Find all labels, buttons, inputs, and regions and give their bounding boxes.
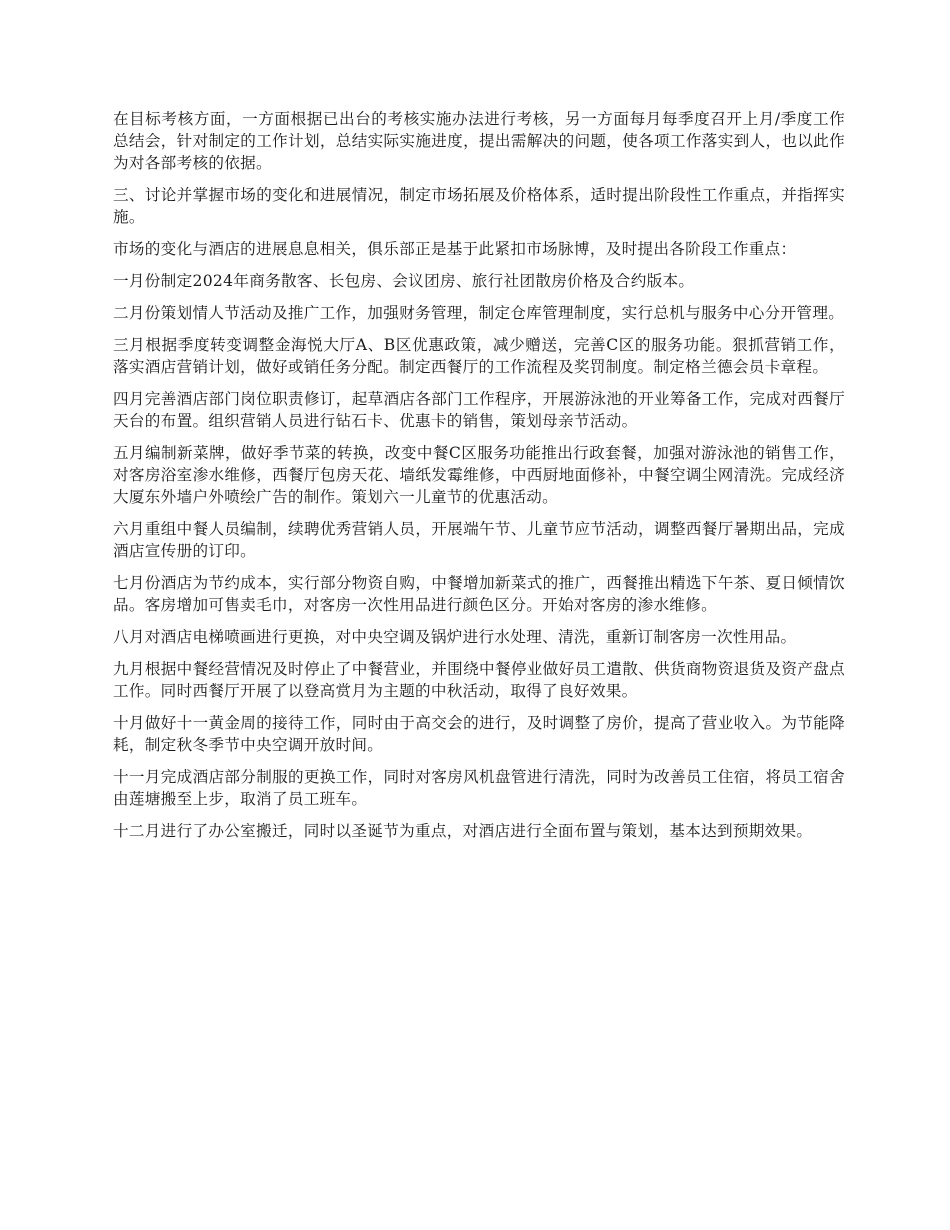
paragraph-september: 九月根据中餐经营情况及时停止了中餐营业，并围绕中餐停业做好员工遣散、供货商物资退货及资产盘点工作。同时西餐厅开展了以登高赏月为主题的中秋活动，取得了良好效果。 <box>113 660 845 700</box>
paragraph-august: 八月对酒店电梯喷画进行更换，对中央空调及锅炉进行水处理、清洗，重新订制客房一次性用品。 <box>113 628 797 646</box>
paragraph-january: 一月份制定2024年商务散客、长包房、会议团房、旅行社团散房价格及合约版本。 <box>113 272 695 290</box>
paragraph-march: 三月根据季度转变调整金海悦大厅A、B区优惠政策，减少赠送，完善C区的服务功能。狠抓营销工作，落实酒店营销计划，做好或销任务分配。制定西餐厅的工作流程及奖罚制度。制定格兰德会员卡章程。 <box>113 336 845 376</box>
paragraph-november: 十一月完成酒店部分制服的更换工作，同时对客房风机盘管进行清洗，同时为改善员工住宿，将员工宿舍由莲塘搬至上步，取消了员工班车。 <box>113 768 845 808</box>
paragraph-may: 五月编制新菜牌，做好季节菜的转换，改变中餐C区服务功能推出行政套餐，加强对游泳池的销售工作，对客房浴室渗水维修，西餐厅包房天花、墙纸发霉维修，中西厨地面修补，中餐空调尘网清洗。完成经济大厦东外墙户外喷绘广告的制作。策划六一儿童节的优惠活动。 <box>113 444 845 506</box>
paragraph-february: 二月份策划情人节活动及推广工作，加强财务管理，制定仓库管理制度，实行总机与服务中心分开管理。 <box>113 304 845 322</box>
paragraph-april: 四月完善酒店部门岗位职责修订，起草酒店各部门工作程序，开展游泳池的开业筹备工作，完成对西餐厅天台的布置。组织营销人员进行钻石卡、优惠卡的销售，策划母亲节活动。 <box>113 390 845 430</box>
document-body <box>113 108 845 852</box>
paragraph-section-three: 三、讨论并掌握市场的变化和进展情况，制定市场拓展及价格体系，适时提出阶段性工作重点，并指挥实施。 <box>113 186 845 226</box>
paragraph-october: 十月做好十一黄金周的接待工作，同时由于高交会的进行，及时调整了房价，提高了营业收入。为节能降耗，制定秋冬季节中央空调开放时间。 <box>113 714 845 754</box>
paragraph-june: 六月重组中餐人员编制，续聘优秀营销人员，开展端午节、儿童节应节活动，调整西餐厅暑期出品，完成酒店宣传册的订印。 <box>113 520 845 560</box>
paragraph-market-intro: 市场的变化与酒店的进展息息相关，俱乐部正是基于此紧扣市场脉博，及时提出各阶段工作重点： <box>113 240 797 258</box>
paragraph-july: 七月份酒店为节约成本，实行部分物资自购，中餐增加新菜式的推广，西餐推出精选下午茶、夏日倾情饮品。客房增加可售卖毛巾，对客房一次性用品进行颜色区分。开始对客房的渗水维修。 <box>113 574 845 614</box>
paragraph-target-assessment: 在目标考核方面，一方面根据已出台的考核实施办法进行考核，另一方面每月每季度召开上月/季度工作总结会，针对制定的工作计划，总结实际实施进度，提出需解决的问题，使各项工作落实到人，也以此作为对各部考核的依据。 <box>113 110 845 172</box>
paragraph-december: 十二月进行了办公室搬迁，同时以圣诞节为重点，对酒店进行全面布置与策划，基本达到预期效果。 <box>113 822 813 840</box>
